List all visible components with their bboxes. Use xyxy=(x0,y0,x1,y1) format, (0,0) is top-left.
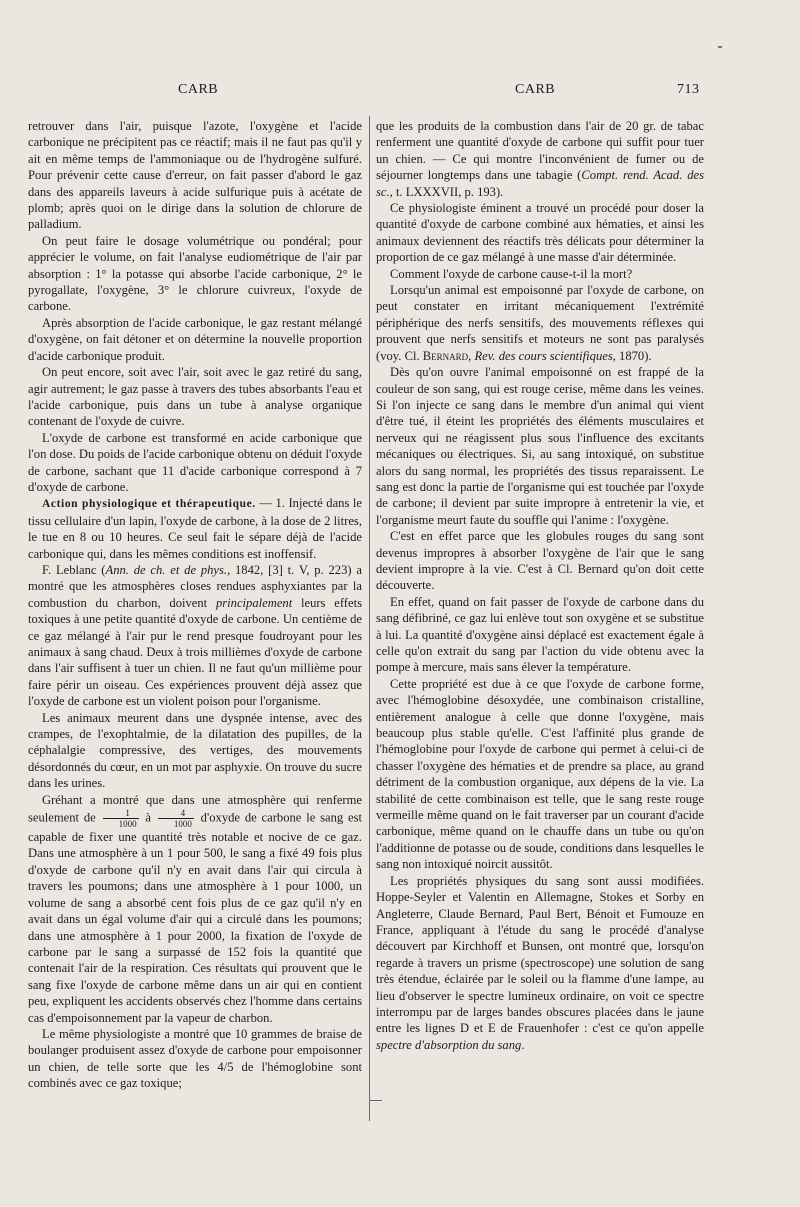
emphasis: principalement xyxy=(215,595,293,610)
action-text: — 1. Injecté dans le tissu cellulaire d'un lapin, l'oxyde de carbone, à la dose de 2 litres, le tue en 8 ou 10 heures. Ce seul fait le sépare déjà de l'acide carbonique qui, dans les mêmes conditions est inoffensif. xyxy=(28,496,362,561)
footer-rule xyxy=(370,1100,382,1101)
fraction xyxy=(158,808,194,829)
column-divider xyxy=(369,116,370,1121)
paragraph: L'oxyde de carbone est transformé en acide carbonique que l'on dose. Du poids de l'acide carbonique obtenu on déduit l'oxyde de carbone, sachant que 11 d'acide carbonique correspond à 7 d'oxyde de carbone. xyxy=(28,430,362,494)
paragraph: Les animaux meurent dans une dyspnée intense, avec des crampes, de l'exophtalmie, de la dilatation des pupilles, de la céphalalgie compressive, des vertiges, des mouvements désordonnés du cœur, en un mot par asphyxie. On trouve du sucre dans les urines. xyxy=(28,710,362,791)
left-column xyxy=(28,118,362,1092)
paragraph xyxy=(376,118,704,200)
paragraph: En effet, quand on fait passer de l'oxyde de carbone dans du sang défibriné, ce gaz lui enlève tout son oxygène et se substitue à lui. La quantité d'oxygène ainsi déplacé est exactement égale à celle qu'on extrait du sang par l'action du vide obtenu avec la pompe à mercure, mais sans élever la température. xyxy=(376,594,704,675)
fraction-denominator: 1000 xyxy=(173,819,192,830)
text-run: d'oxyde de carbone le sang est capable de fixer une quantité très notable et nocive de ce gaz. Dans une atmosphère à un 1 pour 500, le sang a fixé 49 fois plus d'oxyde de carbone qu'il n'y en avait dans l'air qui circula à travers les poumons; dans une atmosphère à 1 pour 1000, un volume de sang a absorbé cent fois plus de ce gaz qu'il n'y en avait dans un égal volume d'air qui a circulé dans les poumons; dans une atmosphère à 1 pour 2000, la fixation de l'oxyde de carbone par le sang a surpassé de 152 fois la quantité que contenait l'air de la respiration. Ces résultats qui prouvent que le sang fixe l'oxyde de carbone même dans un air qui en contient peu, expliquent les accidents observés chez l'homme dans certains cas d'empoisonnement par la vapeur de charbon. xyxy=(28,810,363,1025)
text-run: F. Leblanc ( xyxy=(42,562,106,577)
text-run: Lorsqu'un animal est empoisonné par l'oxyde de carbone, on peut constater en irritant mécaniquement l'extrémité périphérique des nerfs sensitifs, des mouvements réflexes qui prouvent que nerfs sensitifs et moteurs ne sont pas paralysés (voy. Cl. xyxy=(376,283,704,363)
fraction-numerator: 1 xyxy=(103,808,139,819)
citation: Ann. de ch. et de phys. xyxy=(105,562,228,577)
paragraph xyxy=(376,873,704,1053)
fraction-numerator: 4 xyxy=(158,808,194,819)
paragraph: Dès qu'on ouvre l'animal empoisonné on est frappé de la couleur de son sang, qui est rouge cerise, même dans les veines. Si l'on injecte ce sang dans le membre d'un animal qui vient d'être tué, il éteint les propriétés des éléments musculaires et nerveux qui ne réagissent plus sous l'influence des excitants mécaniques ou électriques. Si, au sang intoxiqué, on substitue alors du sang normal, les propriétés des tissus reparaissent. Le sang est donc la partie de l'organisme qui est touchée par l'oxyde de carbone; il devient par suite impropre à entretenir la vie, et l'organisme meurt faute du souffle qui l'anime : l'oxygène. xyxy=(376,365,704,527)
fraction-denominator: 1000 xyxy=(118,819,137,830)
paragraph: Lorsqu'un animal est empoisonné par l'oxyde de carbone, on peut constater en irritant mécaniquement l'extrémité périphérique des nerfs sensitifs, des mouvements réflexes qui prouvent que nerfs sensitifs et moteurs ne sont pas paralysés (voy. Cl. Bernard, Rev. des cours scientifiques, 1870). xyxy=(376,283,704,363)
paragraph: Cette propriété est due à ce que l'oxyde de carbone forme, avec l'hémoglobine désoxydée, une combinaison cristalline, entièrement analogue à celle que donne l'oxygène, mais beaucoup plus stable qu'elle. C'est l'affinité plus grande de l'hémoglobine pour l'oxyde de carbone qui permet à celui-ci de chasser l'oxygène des hématies et de prendre sa place, au grand détriment de la combustion organique, aux dépens de la vie. La stabilité de cette combinaison est telle, que le sang reste rouge vermeille même quand on le fait traverser par un courant d'acide carbonique, même quand on le chauffe dans un tube ou qu'on l'additionne de potasse ou de soude, conditions dans lesquelles le sang non intoxiqué noircit aussitôt. xyxy=(376,676,704,872)
paragraph-leblanc xyxy=(28,562,362,710)
paragraph-grehant xyxy=(28,792,362,1026)
paragraph: C'est en effet parce que les globules rouges du sang sont devenus impropres à absorber l'oxygène de l'air que le sang devient impropre à la vie. C'est à Cl. Bernard qu'on doit cette découverte. xyxy=(376,529,704,593)
paragraph: Le même physiologiste a montré que 10 grammes de braise de boulanger produisent assez d'oxyde de carbone pour empoisonner un chien, de telle sorte que les 4/5 de l'hémoglobine sont combinés avec ce gaz toxique; xyxy=(28,1026,362,1091)
text-run: , 1842, [3] t. V, p. 223) a montré que les atmosphères closes rendues asphyxiantes par la combustion du charbon, doivent xyxy=(28,562,362,610)
running-header xyxy=(0,82,800,102)
author-name: Bernard xyxy=(422,348,469,363)
paragraph-action xyxy=(28,495,362,562)
header-right-title: CARB xyxy=(515,82,556,97)
text-run: , t. LXXXVII, p. 193). xyxy=(389,184,504,199)
text-run: leurs effets toxiques à une petite quantité d'oxyde de carbone. Un centième de ce gaz mélangé à l'air pur le rend presque foudroyant pour les animaux à sang chaud. Deux à trois millièmes d'oxyde de carbone dans l'air suffisent à tuer un chien. Il ne faut qu'un millième pour faire périr un oiseau. Ces expériences prouvent déjà assez que l'oxyde de carbone est un violent poison pour l'organisme. xyxy=(28,595,362,709)
text-run: que les produits de la combustion dans l'air de 20 gr. de tabac renferment une quantité d'oxyde de carbone qui suffit pour tuer un chien. — Ce qui montre l'inconvénient de fumer ou de séjourner longtemps dans une tabagie ( xyxy=(376,119,704,183)
text-run: . xyxy=(521,1037,525,1052)
emphasis: spectre d'absorption du sang xyxy=(376,1037,522,1052)
header-left-title: CARB xyxy=(178,82,219,97)
paragraph: Après absorption de l'acide carbonique, le gaz restant mélangé d'oxygène, on fait détoner et on détermine la nouvelle proportion d'acide carbonique produit. xyxy=(28,315,362,363)
paragraph: On peut faire le dosage volumétrique ou pondéral; pour apprécier le volume, on fait l'analyse eudiométrique de l'air par absorption : 1° la potasse qui absorbe l'acide carbonique, 2° le pyrogallate, l'oxygène, 3° le chlorure cuivreux, l'oxyde de carbone. xyxy=(28,233,362,314)
right-column xyxy=(376,118,704,1053)
text-run: à xyxy=(145,810,152,825)
scan-mark xyxy=(718,46,722,48)
fraction xyxy=(103,808,139,829)
paragraph: On peut encore, soit avec l'air, soit avec le gaz retiré du sang, agir autrement; le gaz passe à travers des tubes absorbants l'eau et l'acide carbonique, puis dans un tube à analyse organique contenant de l'oxyde de cuivre. xyxy=(28,365,362,429)
paragraph: Ce physiologiste éminent a trouvé un procédé pour doser la quantité d'oxyde de carbone combiné aux hématies, et ainsi les animaux deviennent des réactifs très délicats pour déterminer la proportion de ce gaz mélangé à une masse d'air déterminée. xyxy=(376,201,704,265)
text-run: Les propriétés physiques du sang sont aussi modifiées. Hoppe-Seyler et Valentin en Allemagne, Stokes et Sorby en Angleterre, Claude Bernard, Paul Bert, Bénoit et Fumouze en France, appliquant à l'étude du sang le procédé d'analyse découvert par Kirchhoff et Bunsen, ont montré que, lorsqu'on regarde à travers un prisme (spectroscope) une solution de sang très étendue, éclairée par le soleil ou la flamme d'une lampe, au lieu d'observer le spectre lumineux ordinaire, on voit ce spectre interrompu par de larges bandes obscures placées dans le jaune entre les lignes D et E de Frauenhofer : c'est ce qu'on appelle xyxy=(376,873,704,1036)
citation: Rev. des cours scientifiques xyxy=(474,348,613,363)
paragraph: Comment l'oxyde de carbone cause-t-il la mort? xyxy=(390,266,633,281)
citation: Compt. rend. Acad. des sc. xyxy=(376,168,704,199)
paragraph: retrouver dans l'air, puisque l'azote, l'oxygène et l'acide carbonique ne précipitent pas ce réactif; mais il ne faut pas qu'il y ait en même temps de l'ammoniaque ou de l'hydrogène sulfuré. Pour prévenir cette cause d'erreur, on fait passer d'abord le gaz dans des appareils laveurs à acide sulfurique puis à acétate de plomb; après quoi on le dirige dans la solution de chlorure de palladium. xyxy=(28,119,362,232)
text-run: Gréhant a montré que dans une atmosphère qui renferme seulement de xyxy=(28,792,362,825)
page-number: 713 xyxy=(677,82,700,97)
section-subhead: Action physiologique et thérapeutique. xyxy=(42,498,256,511)
text-run: , 1870). xyxy=(612,348,652,363)
